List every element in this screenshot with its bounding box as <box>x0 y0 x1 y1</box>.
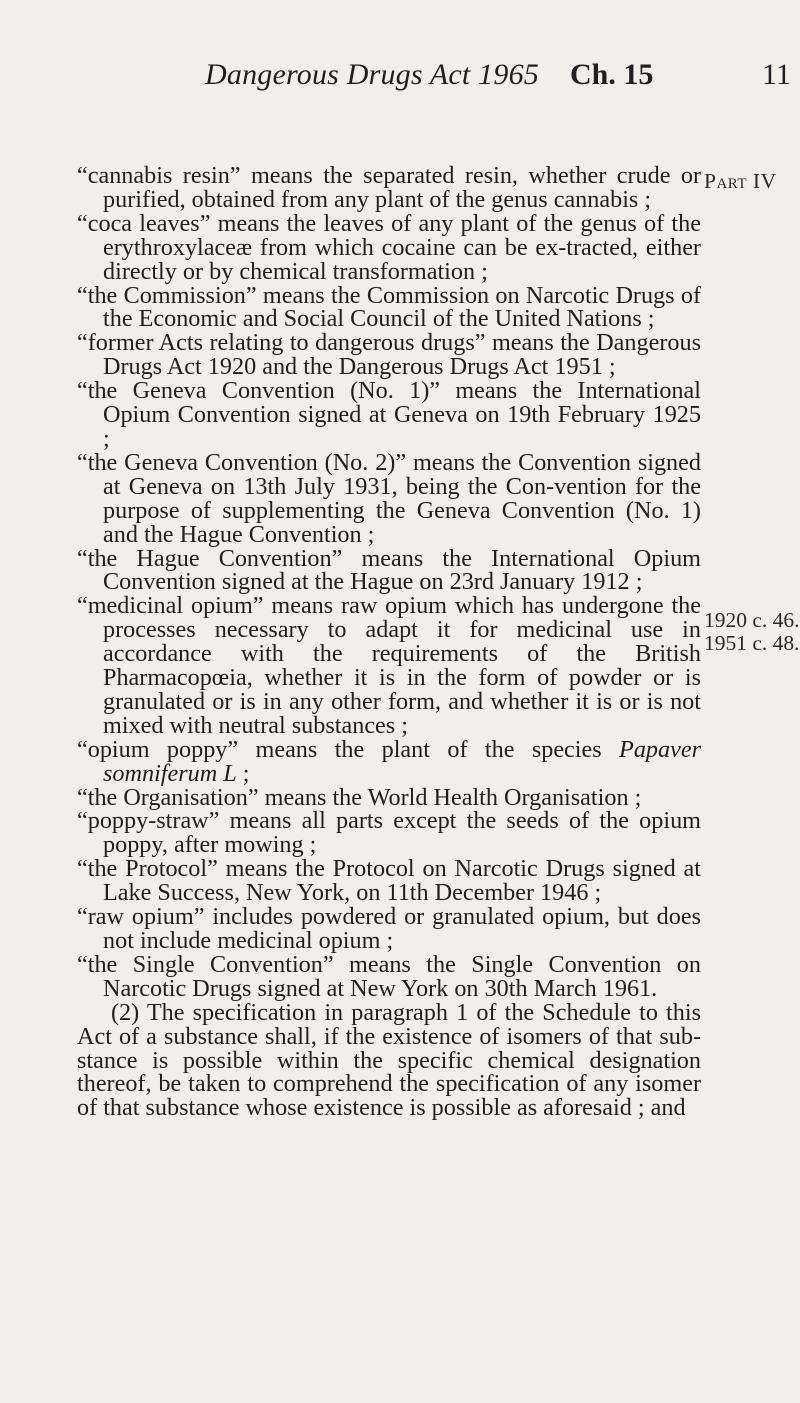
definition-opium-poppy: “opium poppy” means the plant of the species Papaver somniferum L ; <box>77 735 701 787</box>
definition-organisation: “the Organisation” means the World Health Organisation ; <box>77 783 642 811</box>
page-number: 11 <box>762 58 791 91</box>
definition-coca-leaves: “coca leaves” means the leaves of any plant of the genus of the erythroxylaceæ from which cocaine can be ex-tracted, either directly or by chemical transformation ; <box>77 209 701 285</box>
definition-raw-opium: “raw opium” includes powdered or granulated opium, but does not include medicinal opium ; <box>77 903 701 954</box>
chapter-number: Ch. 15 <box>570 58 654 91</box>
definition-hague-convention: “the Hague Convention” means the International Opium Convention signed at the Hague on 23rd January 1912 ; <box>77 544 701 596</box>
running-header <box>0 58 800 98</box>
part-marginal-note: Part IV <box>704 169 777 193</box>
citation-1951: 1951 c. 48. <box>704 631 800 655</box>
definition-cannabis-resin: “cannabis resin” means the separated resin, whether crude or purified, obtained from any plant of the genus cannabis ; <box>77 162 702 213</box>
definition-single-convention: “the Single Convention” means the Single Convention on Narcotic Drugs signed at New York on 30th March 1961. <box>77 950 701 1002</box>
definition-medicinal-opium: “medicinal opium” means raw opium which has undergone the processes necessary to adapt it for medicinal use in accordance with the requirements of the British Pharmacopœia, whether it is in the form of powder or is granulated or is in any other form, and whether it is or is not mixed with neutral substances ; <box>77 592 702 739</box>
citation-1920: 1920 c. 46. <box>704 608 800 632</box>
body-text <box>77 164 701 1120</box>
definition-protocol: “the Protocol” means the Protocol on Narcotic Drugs signed at Lake Success, New York, on 11th December 1946 ; <box>77 855 702 907</box>
definition-geneva-convention-1: “the Geneva Convention (No. 1)” means the International Opium Convention signed at Geneva on 19th February 1925 ; <box>77 377 701 452</box>
definition-former-acts: “former Acts relating to dangerous drugs” means the Dangerous Drugs Act 1920 and the Dangerous Drugs Act 1951 ; <box>77 329 701 381</box>
subsection-2-paragraph: (2) The specification in paragraph 1 of the Schedule to this Act of a substance shall, if the existence of isomers of that sub-stance is possible within the specific chemical designation thereof, be taken to comprehend the specification of any isomer of that substance whose existence is possible as aforesaid ; and <box>77 998 701 1122</box>
statute-citations <box>704 609 800 655</box>
definition-poppy-straw: “poppy-straw” means all parts except the seeds of the opium poppy, after mowing ; <box>77 807 701 859</box>
definition-commission: “the Commission” means the Commission on Narcotic Drugs of the Economic and Social Council of the United Nations ; <box>77 281 702 333</box>
definition-geneva-convention-2: “the Geneva Convention (No. 2)” means the Convention signed at Geneva on 13th July 1931, being the Con-vention for the purpose of supplementing the Geneva Convention (No. 1) and the Hague Convention ; <box>77 448 701 548</box>
act-title: Dangerous Drugs Act 1965 <box>205 58 539 91</box>
